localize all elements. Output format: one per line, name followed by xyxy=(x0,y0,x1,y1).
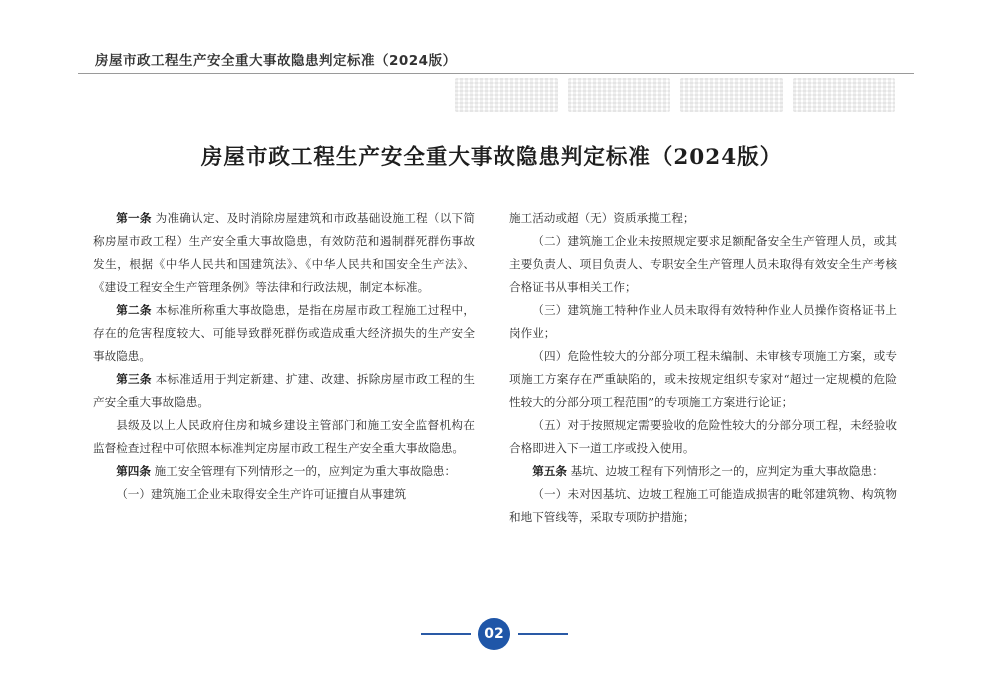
paragraph xyxy=(93,207,475,299)
paragraph xyxy=(509,345,897,414)
paragraph xyxy=(509,483,897,529)
paragraph xyxy=(93,483,475,506)
paragraph-text: 县级及以上人民政府住房和城乡建设主管部门和施工安全监督机构在监督检查过程中可依照本标准判定房屋市政工程生产安全重大事故隐患。 xyxy=(93,418,475,455)
watermark-block xyxy=(455,78,558,112)
paragraph-text: （一）未对因基坑、边坡工程施工可能造成损害的毗邻建筑物、构筑物和地下管线等，采取专项防护措施； xyxy=(509,487,897,524)
paragraph-text: （一）建筑施工企业未取得安全生产许可证擅自从事建筑 xyxy=(116,487,407,501)
article-label: 第四条 xyxy=(116,464,151,478)
paragraph xyxy=(509,299,897,345)
watermark-block xyxy=(568,78,671,112)
article-label: 第二条 xyxy=(116,303,152,317)
paragraph-text: （二）建筑施工企业未按照规定要求足额配备安全生产管理人员，或其主要负责人、项目负责人、专职安全生产管理人员未取得有效安全生产考核合格证书从事相关工作； xyxy=(509,234,897,294)
left-text-column xyxy=(93,207,475,506)
watermark-block xyxy=(680,78,783,112)
paragraph-text: 本标准适用于判定新建、扩建、改建、拆除房屋市政工程的生产安全重大事故隐患。 xyxy=(93,372,475,409)
paragraph xyxy=(509,207,897,230)
paragraph xyxy=(509,414,897,460)
article-label: 第一条 xyxy=(116,211,152,225)
paragraph xyxy=(93,414,475,460)
article-label: 第三条 xyxy=(116,372,152,386)
paragraph-text: 本标准所称重大事故隐患，是指在房屋市政工程施工过程中，存在的危害程度较大、可能导致群死群伤或造成重大经济损失的生产安全事故隐患。 xyxy=(93,303,475,363)
header-divider xyxy=(78,73,914,74)
right-text-column xyxy=(509,207,897,529)
watermark-block xyxy=(793,78,896,112)
paragraph-text: 施工安全管理有下列情形之一的，应判定为重大事故隐患： xyxy=(150,464,457,478)
running-header-title: 房屋市政工程生产安全重大事故隐患判定标准（2024版） xyxy=(95,53,457,69)
paragraph xyxy=(509,230,897,299)
paragraph-text: （四）危险性较大的分部分项工程未编制、未审核专项施工方案，或专项施工方案存在严重缺陷的，或未按规定组织专家对“超过一定规模的危险性较大的分部分项工程范围”的专项施工方案进行论证； xyxy=(509,349,897,409)
article-label: 第五条 xyxy=(532,464,567,478)
document-title: 房屋市政工程生产安全重大事故隐患判定标准（2024版） xyxy=(200,145,783,170)
page-footer xyxy=(0,618,983,648)
page-number-badge: 02 xyxy=(478,618,510,650)
paragraph xyxy=(93,368,475,414)
paragraph xyxy=(509,460,897,483)
footer-rule-right xyxy=(518,633,568,635)
paragraph-text: （三）建筑施工特种作业人员未取得有效特种作业人员操作资格证书上岗作业； xyxy=(509,303,897,340)
watermark-logo xyxy=(455,78,895,112)
paragraph-text: 基坑、边坡工程有下列情形之一的，应判定为重大事故隐患： xyxy=(566,464,884,478)
paragraph xyxy=(93,460,475,483)
paragraph-text: （五）对于按照规定需要验收的危险性较大的分部分项工程，未经验收合格即进入下一道工序或投入使用。 xyxy=(509,418,897,455)
paragraph xyxy=(93,299,475,368)
paragraph-text: 为准确认定、及时消除房屋建筑和市政基础设施工程（以下简称房屋市政工程）生产安全重大事故隐患，有效防范和遏制群死群伤事故发生，根据《中华人民共和国建筑法》、《中华人民共和国安全生产法》、《建设工程安全生产管理条例》等法律和行政法规，制定本标准。 xyxy=(93,211,475,294)
paragraph-text: 施工活动或超（无）资质承揽工程； xyxy=(509,211,695,225)
footer-rule-left xyxy=(421,633,471,635)
